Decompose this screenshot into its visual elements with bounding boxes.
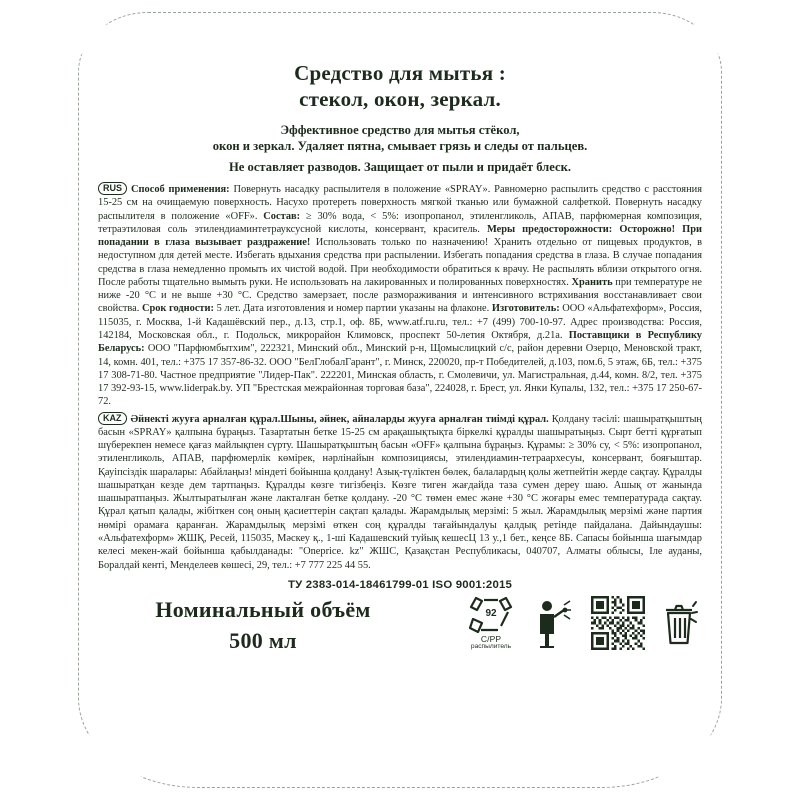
kazakh-instructions-text: Әйнекті жууға арналған құрал.Шыны, әйнек, айналарды жууға арналған тиімді құрал. Қолдану тәсілі: шашыратқыштың басын «SPRAY» қалпына бұраңыз. Тазартатын бетке 15-25 см арақашықтықта біркелкі құралды шашыратыңыз. Сырт бетті құрғатып шүберекпен немесе қағаз майлықпен сүрту. Шашыратқыштың басын «OFF» қалпына бұраңыз. Құрамы: ≥ 30% су, < 5%: изопропанол, этиленгликоль, АПАВ, парфюмерлік көмірек, нәрлінайын композициясы, этилендиамин-тетраархесуы, консервант, бояғыштар. Қауіпсіздік шаралары: Абайлаңыз! міндеті бойынша қолдану! Азық-түліктен бөлек, балалардың қолы жетпейтін жерде сақтау. Құралды шашыратқан кезде дем тартпаңыз. Құралды көзге тигізбеңіз. Көзге тиген жағдайда таза сумен дереу шаю. Ашық от жанында шашыратпаңыз. Жылтыратылған және лакталған бетке қолдану. -20 °С төмен емес және +30 °С жоғары емес температурада сақтау. Құрал қатып қалады, жібіткен соң оның қасиеттерін сақтап қалады. Жарамдылық мерзімі: 5 жыл. Жарамдылық мерзімі және партия нөмірі орамаға қаранған. Жарамдылық мерзімі өткен соң құралды тағайындалуы қалдық ретінде пайдалана. Дайындаушы: «Альфатехформ» ЖШҚ, Ресей, 115035, Мәскеу қ., 1-ші Кадашевский туйық кешесЦ 13 у.,1 бет., кеңсе 8Б. Сапасы бойынша шағымдар келесі мекен-жай бойынша қабылданады: "Oneprice. kz" ЖШС, Қазақстан Республикасы, 040707, Алматы облысы, Іле ауданы, Боралдай кенті, Менделеев көшесі, 29, тел.: +7 777 225 44 55.	[98, 413, 702, 571]
nominal-volume	[98, 597, 428, 654]
read-instructions-pictogram	[530, 597, 578, 649]
label-content	[98, 60, 702, 681]
recycle-number: 92	[485, 607, 497, 619]
recycle-material-code: C/PP	[480, 633, 502, 644]
product-subtitle	[98, 122, 702, 155]
footer-marks	[465, 595, 702, 651]
title-line-1: Средство для мытья :	[294, 61, 506, 85]
subtitle-line-2: окон и зеркал. Удаляет пятна, смывает грязь и следы от пальцев.	[212, 139, 588, 154]
qr-code[interactable]	[591, 596, 645, 650]
volume-label: Номинальный объём	[155, 596, 371, 622]
kazakh-instructions-block	[98, 412, 702, 572]
language-badge-kaz: KAZ	[98, 412, 127, 425]
title-line-2: стекол, окон, зеркал.	[299, 87, 501, 112]
page-title	[98, 60, 702, 113]
recycle-part-name: распылитель	[470, 643, 512, 651]
standard-codes: ТУ 2383-014-18461799-01 ISO 9001:2015	[287, 578, 513, 591]
label-footer	[98, 595, 702, 681]
russian-instructions-block	[98, 182, 702, 409]
trash-bin-icon	[658, 597, 702, 649]
subtitle-line-1: Эффективное средство для мытья стёкол,	[280, 122, 520, 137]
language-badge-rus: RUS	[98, 182, 127, 195]
product-tagline: Не оставляет разводов. Защищает от пыли и придаёт блеск.	[229, 159, 571, 174]
volume-value: 500 мл	[229, 627, 297, 653]
russian-instructions-text: Способ применения: Повернуть насадку распылителя в положение «SPRAY». Равномерно распылить средство с расстояния 15-25 см на очищаемую поверхность. Насухо протереть поверхность мягкой тканью или бумажной салфеткой. Повернуть насадку распылителя в положение «OFF». Состав: ≥ 30% вода, < 5%: изопропанол, этиленгликоль, АПАВ, парфюмерная композиция, тетраэтиловая соль этилендиаминтетрауксусной кислоты, консервант, краситель. Меры предосторожности: Осторожно! При попадании в глаза вызывает раздражение! Использовать только по назначению! Хранить отдельно от пищевых продуктов, в недоступном для детей месте. Избегать вдыхания средства при распылении. Избегать попадания средства в глаза. В случае попадания средства в глаза немедленно промыть их чистой водой. При необходимости обратиться к врачу. Не распылять вблизи открытого огня. После работы тщательно вымыть руки. Не использовать на лакированных и полированных поверхностях. Хранить при температуре не ниже -20 °С и не выше +30 °С. Средство замерзает, после размораживания и интенсивного встряхивания восстанавливает свои свойства. Срок годности: 5 лет. Дата изготовления и номер партии указаны на флаконе. Изготовитель: ООО «Альфатехформ», Россия, 115035, г. Москва, 1-й Кадашёвский пер., д.13, стр.1, оф. 8Б, www.atf.ru.ru, тел.: +7 (499) 700-10-97. Адрес производства: Россия, 142184, Московская обл., г. Подольск, микрорайон Климовск, проспект 50-летия Октября, д.21а. Поставщики в Республику Беларусь: ООО "Парфюмбытхим", 222321, Минский обл., Минский р-н, Щомыслицкий с/с, район деревни Озерцо, Меновской тракт, 14, комн. 401, тел.: +375 17 357-86-32. ООО "БелГлобалГарант", г. Минск, 220020, пр-т Победителей, д.103, пом.6, 5 этаж, 6Б, тел.: +375 17 308-71-80. Частное предприятие "Лидер-Пак". 222201, Минская область, г. Смолевичи, ул. Магистральная, д.44, комн. 8/2, тел. +375 17 392-93-15, www.liderpak.by. УП "Брестская межрайонная торговая база", 224028, г. Брест, ул. Янки Купалы, 132, тел.: +375 17 250-67-72.	[98, 184, 702, 408]
recycling-mark	[465, 595, 517, 651]
